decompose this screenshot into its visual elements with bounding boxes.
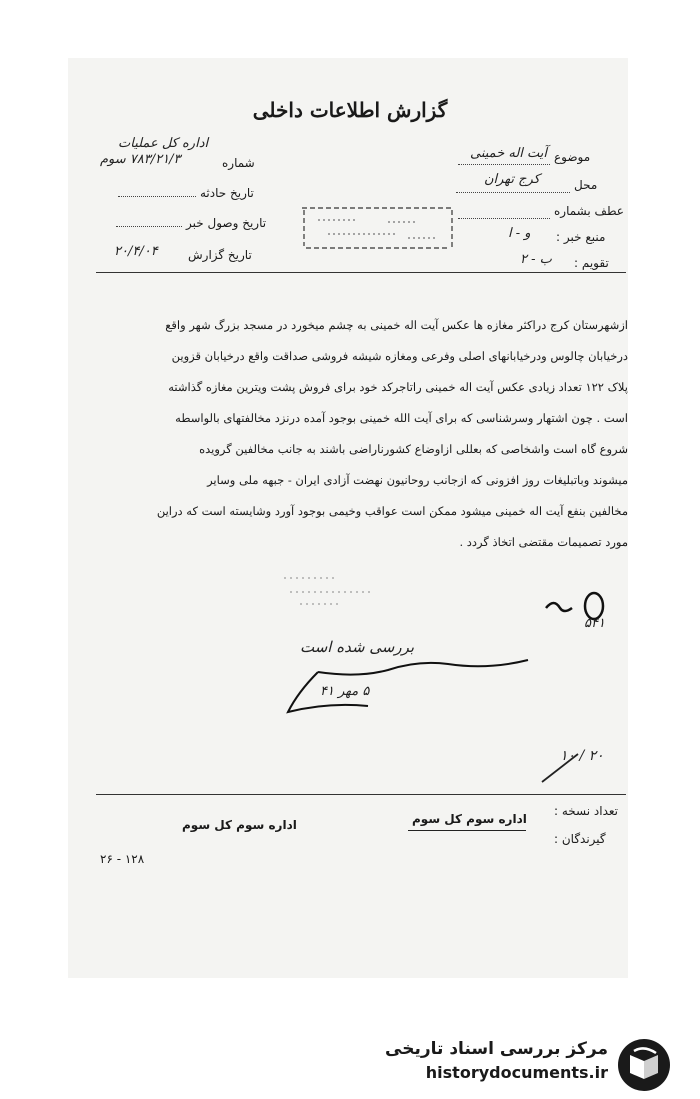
- stamp-top: اداره کل عملیات: [118, 136, 209, 151]
- footer-branding: [385, 1035, 680, 1091]
- copies-label: تعداد نسخه :: [554, 804, 619, 818]
- receipt-date-line: [116, 226, 182, 227]
- org-name: مرکز بررسی اسناد تاریخی: [385, 1039, 608, 1059]
- header-divider: [96, 272, 626, 273]
- footer-divider: [96, 794, 626, 795]
- number-value: ۷۸۳/۲۱/۳ سوم: [100, 152, 181, 167]
- site-url: historydocuments.ir: [425, 1063, 608, 1082]
- form-code: ۲۶ - ۱۲۸: [100, 852, 145, 866]
- recipients-label: گیرندگان :: [554, 832, 606, 846]
- report-date-label: تاریخ گزارش: [188, 248, 252, 262]
- margin-note: ۵۴۱: [584, 616, 605, 631]
- recipient-1: اداره سوم کل سوم: [412, 812, 527, 826]
- place-line: [456, 192, 570, 193]
- place-label: محل: [574, 178, 598, 192]
- source-value: و - ا: [508, 226, 531, 241]
- report-date-value: ۲۰/۴/۰۴: [114, 244, 158, 259]
- recipient-1-underline: [408, 830, 526, 831]
- body-line: میشوند وباتبلیغات روز افزونی که ازجانب روحانیون نهضت آزادی ایران - جبهه ملی وسایر: [207, 473, 628, 487]
- body-line: درخیابان چالوس ودرخیابانهای اصلی وفرعی ومغازه شیشه فروشی صداقت واقع درخیابان قزوین: [171, 349, 628, 363]
- source-label: منبع خبر :: [556, 230, 606, 244]
- incident-date-line: [118, 196, 196, 197]
- body-line: است . چون اشتهار وسرشناسی که برای آیت الله خمینی بوجود آمده درنزد مخالفتهای بالواسطه: [175, 411, 628, 425]
- subject-line: [458, 164, 550, 165]
- number-scribble: ۱۰ / ۲۰: [560, 748, 604, 764]
- rating-value: ب - ۲: [520, 252, 552, 267]
- number-label: شماره: [222, 156, 255, 170]
- book-logo-icon: [616, 1037, 672, 1093]
- body-line: مورد تصمیمات مقتضی اتخاذ گردد .: [459, 535, 628, 549]
- body-line: مخالفین بنفع آیت اله خمینی میشود ممکن است عواقب وخیمی بوجود آورد وشایسته است که دراین: [156, 504, 628, 518]
- margin-circle-mark: [540, 588, 620, 638]
- redacted-box: [298, 198, 458, 256]
- signature-scribble: [278, 652, 538, 722]
- ref-line: [458, 218, 550, 219]
- subject-label: موضوع: [554, 150, 591, 164]
- body-line: ازشهرستان کرج دراکثر مغازه ها عکس آیت اله خمینی به چشم میخورد در مسجد بزرگ شهر واقع: [165, 318, 628, 332]
- report-body: [88, 310, 628, 558]
- body-line: شروع گاه است واشخاصی که بعللی ازاوضاع کشورناراضی باشند به جانب مخالفین گرویده: [199, 442, 628, 456]
- ref-label: عطف بشماره: [554, 204, 624, 218]
- handwritten-note-2: ۵ مهر ۴۱: [320, 684, 370, 699]
- incident-date-label: تاریخ حادثه: [200, 186, 254, 200]
- rating-label: تقویم :: [574, 256, 609, 270]
- place-value: کرج تهران: [484, 172, 540, 187]
- handwritten-note: بررسی شده است: [300, 638, 415, 656]
- faint-marks: [280, 570, 400, 610]
- recipient-2: اداره سوم کل سوم: [182, 818, 297, 832]
- subject-value: آیت اله خمینی: [470, 146, 548, 161]
- receipt-date-label: تاریخ وصول خبر: [186, 216, 267, 230]
- body-line: پلاک ۱۲۲ تعداد زیادی عکس آیت اله خمینی راتاجرکد خود برای فروش پشت ویترین مغازه گذاشته: [168, 380, 628, 394]
- document-title: گزارش اطلاعات داخلی: [252, 98, 448, 122]
- slash-mark: [534, 748, 594, 788]
